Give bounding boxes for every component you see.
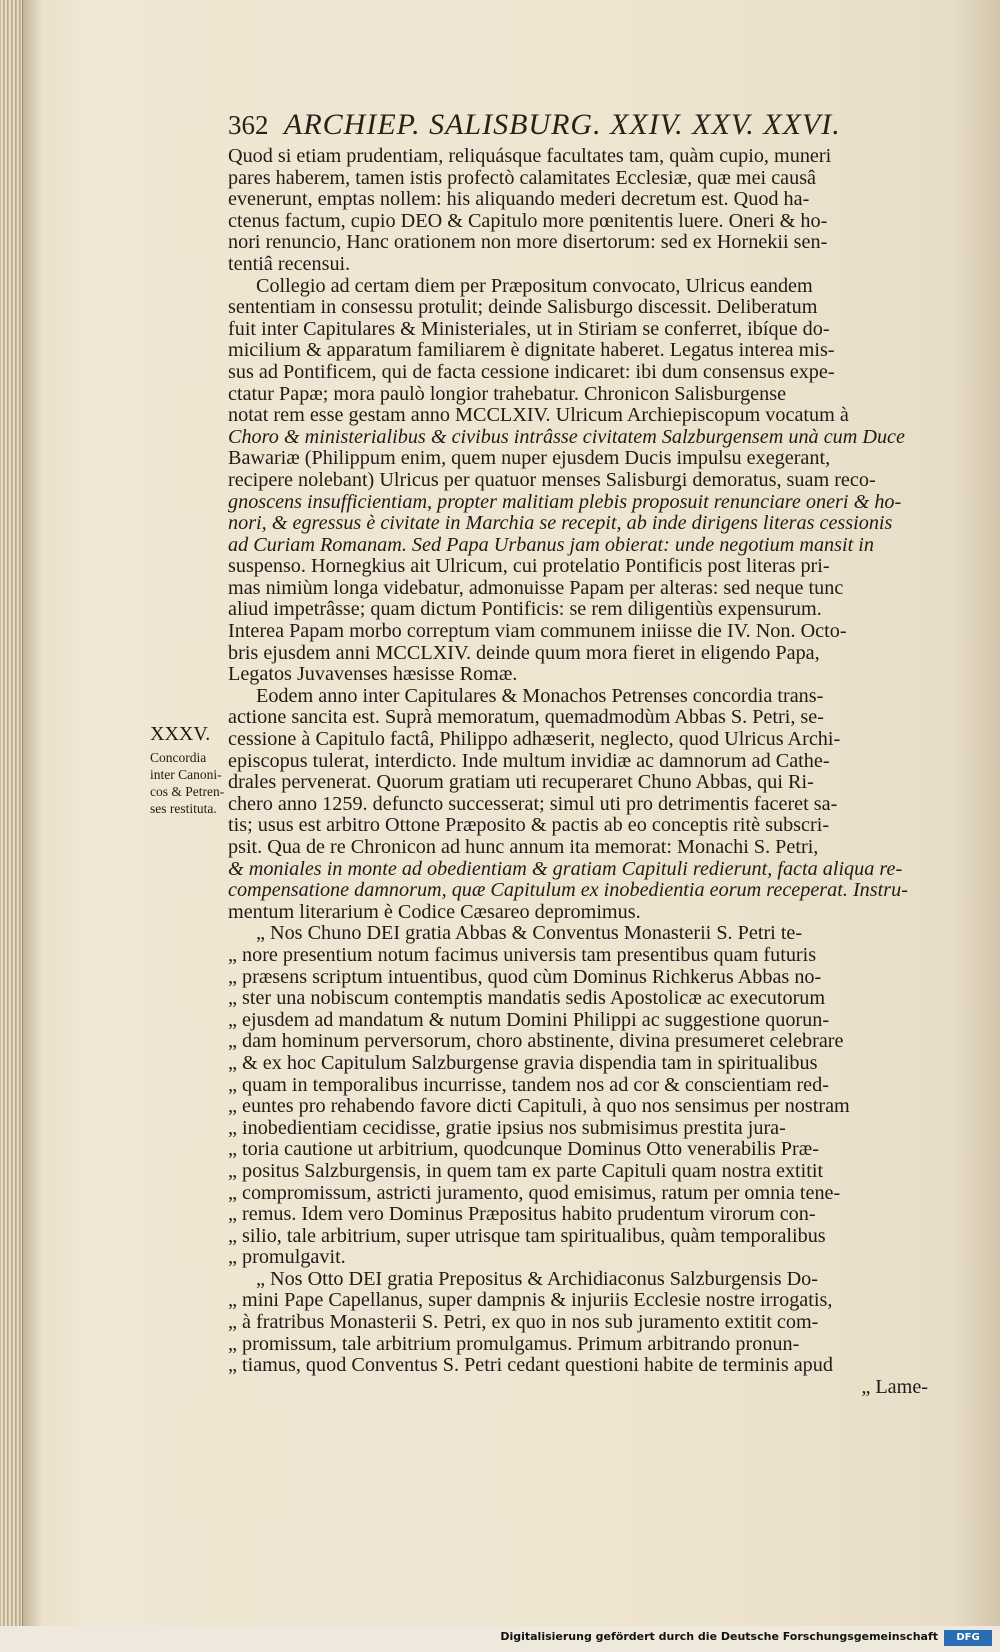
text-line: chero anno 1259. defuncto successerat; simul uti pro detrimentis faceret sa- — [228, 793, 838, 815]
section-number: XXXV. — [150, 723, 211, 745]
text-line: fuit inter Capitulares & Ministeriales, ut in Stiriam se conferret, ibíque do- — [228, 318, 830, 340]
text-line: psit. Qua de re Chronicon ad hunc annum ita memorat: Monachi S. Petri, — [228, 837, 819, 858]
text-line: Eodem anno inter Capitulares & Monachos Petrenses concordia trans- — [256, 685, 824, 707]
text-line: gnoscens insufficientiam, propter malitiam plebis proposuit renunciare oneri & ho- — [228, 491, 902, 513]
text-line: Choro & ministerialibus & civibus intrâsse civitatem Salzburgensem unà cum Duce — [228, 426, 905, 448]
text-line: mas nimiùm longa videbatur, admonuisse Papam per alteras: sed neque tunc — [228, 577, 844, 599]
text-line: recipere nolebant) Ulricus per quatuor menses Salisburgi demoratus, suam reco- — [228, 469, 876, 491]
page-edges — [0, 0, 23, 1626]
text-line: „ toria cautione ut arbitrium, quodcunque Dominus Otto venerabilis Præ- — [228, 1139, 819, 1161]
text-line: „ Nos Chuno DEI gratia Abbas & Conventus Monasterii S. Petri te- — [256, 923, 803, 945]
text-line: tentiâ recensui. — [228, 253, 351, 275]
gutter-shadow — [22, 0, 42, 1626]
text-line: evenerunt, emptas nollem: his aliquando mederi decretum est. Quod ha- — [228, 189, 810, 211]
text-line: Collegio ad certam diem per Præpositum convocato, Ulricus eandem — [256, 275, 813, 297]
text-line: nori, & egressus è civitate in Marchia se recepit, ab inde dirigens literas cessionis — [228, 513, 893, 535]
text-line: „ & ex hoc Capitulum Salzburgense gravia dispendia tam in spiritualibus — [228, 1052, 818, 1074]
text-line: „ promissum, tale arbitrium promulgamus. Primum arbitrando pronun- — [228, 1333, 800, 1355]
text-line: tis; usus est arbitro Ottone Præposito & pactis ab eo conceptis ritè subscri- — [228, 815, 830, 837]
text-line: suspenso. Hornegkius ait Ulricum, cui protelatio Pontificis post literas pri- — [228, 556, 830, 578]
text-line: „ remus. Idem vero Dominus Præpositus habito prudentum virorum con- — [228, 1204, 816, 1226]
text-line: & moniales in monte ad obedientiam & gratiam Capituli redierunt, facta aliqua re- — [228, 858, 903, 880]
text-line: „ quam in temporalibus incurrisse, tandem nos ad cor & conscientiam red- — [228, 1074, 829, 1096]
text-line: actione sancita est. Suprà memoratum, quemadmodùm Abbas S. Petri, se- — [228, 707, 824, 729]
text-line: mentum literarium è Codice Cæsareo depromimus. — [228, 901, 641, 923]
text-line: „ positus Salzburgensis, in quem tam ex parte Capituli quam nostra extitit — [228, 1160, 824, 1182]
margin-note-line: inter Canoni- — [150, 767, 222, 782]
running-head: ARCHIEP. SALISBURG. XXIV. XXV. XXVI. — [284, 108, 841, 141]
margin-note — [150, 723, 230, 817]
text-line: „ ejusdem ad mandatum & nutum Domini Philippi ac suggestione quorun- — [228, 1009, 830, 1031]
text-line: „ euntes pro rehabendo favore dicti Capituli, à quo nos sensimus per nostram — [228, 1096, 850, 1118]
dfg-logo: DFG — [944, 1630, 992, 1646]
margin-note-line: cos & Petren- — [150, 784, 225, 799]
text-line: ctatur Papæ; mora paulò longior trahebatur. Chronicon Salisburgense — [228, 383, 787, 405]
text-line: „ compromissum, astricti juramento, quod emisimus, ratum per omnia tene- — [228, 1182, 841, 1204]
text-line: sententiam in consessu protulit; deinde Salisburgo discessit. Deliberatum — [228, 297, 818, 319]
funding-notice: Digitalisierung gefördert durch die Deutsche Forschungsgemeinschaft — [500, 1630, 938, 1643]
text-line: „ præsens scriptum intuentibus, quod cùm Dominus Richkerus Abbas no- — [228, 966, 822, 988]
body-text — [228, 146, 928, 1398]
text-line: „ promulgavit. — [228, 1247, 346, 1269]
text-line: ad Curiam Romanam. Sed Papa Urbanus jam obierat: unde negotium mansit in — [228, 534, 874, 556]
text-line: aliud impetrâsse; quam dictum Pontificis: se rem diligentiùs expensurum. — [228, 599, 822, 621]
text-line: sus ad Pontificem, qui de facta cessione indicaret: ibi dum consensus expe- — [228, 361, 835, 383]
text-line: pares haberem, tamen istis profectò calamitates Ecclesiæ, quæ mei causâ — [228, 167, 817, 189]
text-line: „ silio, tale arbitrium, super utrisque tam spiritualibus, quàm temporalibus — [228, 1225, 826, 1247]
text-line: episcopus tulerat, interdicto. Inde multum invidiæ ac damnorum ad Cathe- — [228, 750, 830, 772]
text-line: „ Lame- — [861, 1376, 928, 1398]
text-line: „ nore presentium notum facimus universis tam presentibus quam futuris — [228, 944, 817, 966]
text-line: Bawariæ (Philippum enim, quem nuper ejusdem Ducis impulsu exegerant, — [228, 448, 831, 470]
text-line: „ mini Pape Capellanus, super dampnis & injuriis Ecclesie nostre irrogatis, — [228, 1290, 833, 1312]
text-line: „ Nos Otto DEI gratia Prepositus & Archidiaconus Salzburgensis Do- — [256, 1268, 818, 1290]
margin-note-line: Concordia — [150, 750, 207, 765]
text-line: „ à fratribus Monasterii S. Petri, ex quo in nos sub juramento extitit com- — [228, 1312, 819, 1334]
page-number: 362 — [228, 110, 269, 140]
text-line: Legatos Juvavenses hæsisse Romæ. — [228, 664, 518, 686]
text-line: micilium & apparatum familiarem è dignitate haberet. Legatus interea mis- — [228, 340, 835, 362]
text-line: cessione à Capitulo factâ, Philippo adhæserit, neglecto, quod Ulricus Archi- — [228, 729, 841, 751]
text-line: ctenus factum, cupio DEO & Capitulo more pœnitentis luere. Oneri & ho- — [228, 210, 828, 232]
page-header — [228, 108, 928, 148]
text-line: nori renuncio, Hanc orationem non more disertorum: sed ex Hornekii sen- — [228, 232, 828, 254]
text-line: Interea Papam morbo correptum viam communem iniisse die IV. Non. Octo- — [228, 621, 847, 643]
text-line: compensatione damnorum, quæ Capitulum ex inobedientia eorum receperat. Instru- — [228, 880, 908, 902]
text-line: „ ster una nobiscum contemptis mandatis sedis Apostolicæ ac executorum — [228, 988, 826, 1010]
text-line: „ dam hominum perversorum, choro abstinente, divina presumeret celebrare — [228, 1031, 844, 1053]
text-line: bris ejusdem anni MCCLXIV. deinde quum mora fieret in eligendo Papa, — [228, 642, 820, 664]
text-line: notat rem esse gestam anno MCCLXIV. Ulricum Archiepiscopum vocatum à — [228, 405, 849, 427]
text-line: Quod si etiam prudentiam, reliquásque facultates tam, quàm cupio, muneri — [228, 146, 832, 167]
text-line: „ tiamus, quod Conventus S. Petri cedant questioni habite de terminis apud — [228, 1355, 833, 1377]
text-line: „ inobedientiam cecidisse, gratie ipsius nos submisimus prestita jura- — [228, 1117, 786, 1139]
text-line: drales pervenerat. Quorum gratiam uti recuperaret Chuno Abbas, qui Ri- — [228, 772, 814, 794]
margin-note-line: ses restituta. — [150, 801, 217, 816]
